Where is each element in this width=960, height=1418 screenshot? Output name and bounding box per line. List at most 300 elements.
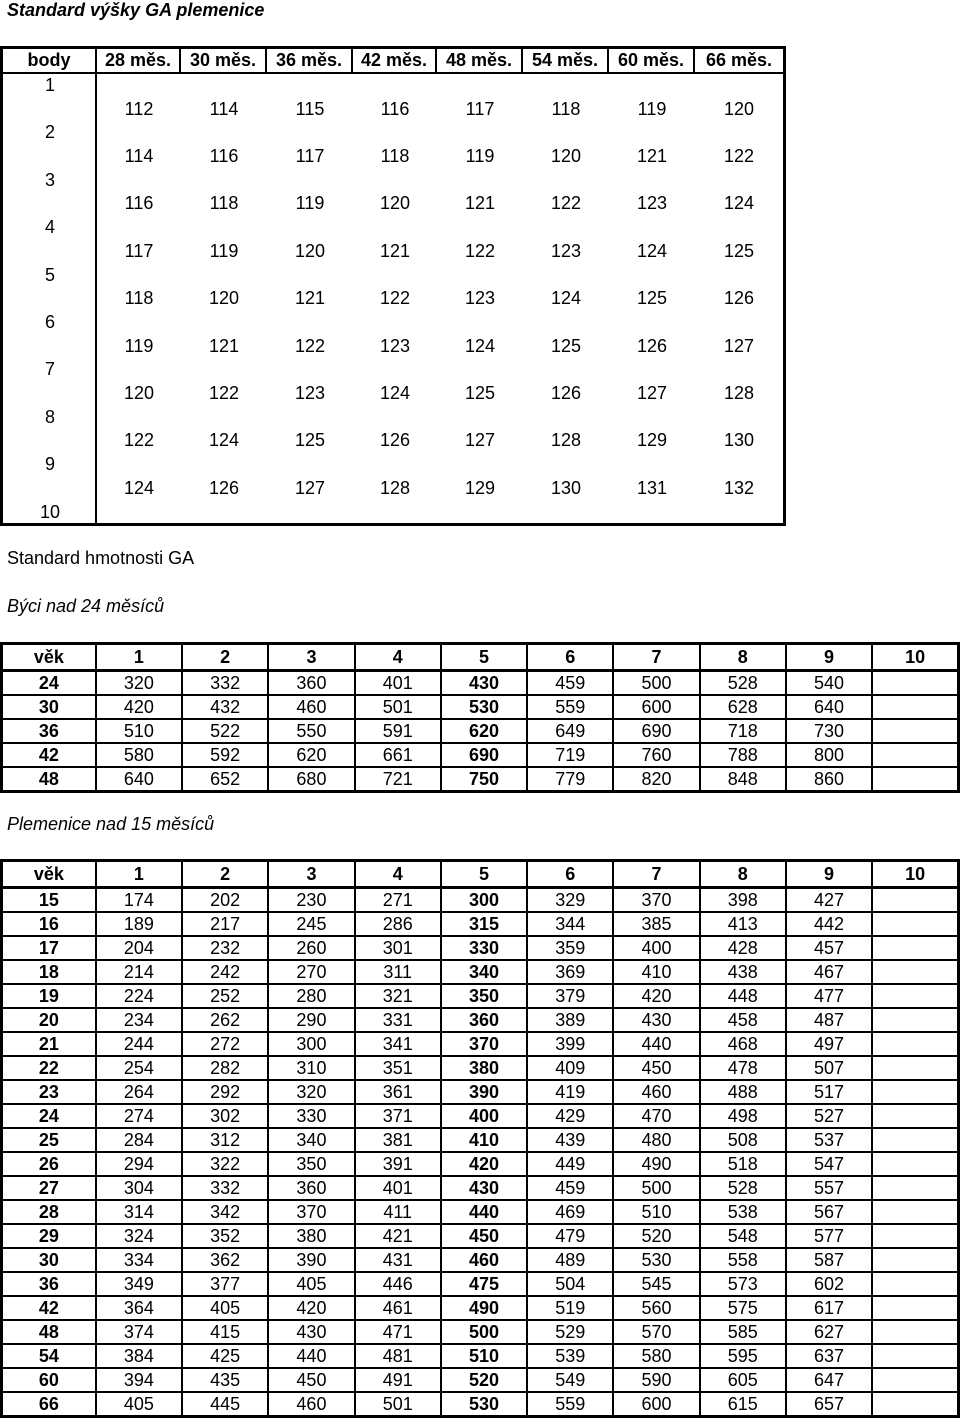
weight-cell: 280 [268, 984, 354, 1008]
weight-cell: 300 [268, 1032, 354, 1056]
weight-cell [872, 1368, 958, 1392]
weight-cell: 377 [182, 1272, 268, 1296]
height-value: 119 [465, 145, 495, 166]
table-row [2, 695, 959, 719]
weight-cell: 719 [527, 743, 613, 767]
header-cell: věk [2, 861, 96, 888]
table-row [2, 1344, 959, 1368]
weight-cell: 360 [441, 1008, 527, 1032]
weight-cell: 440 [441, 1200, 527, 1224]
header-cell: 1 [96, 861, 182, 888]
table-row [2, 1200, 959, 1224]
weight-cell: 330 [441, 936, 527, 960]
weight-cell: 449 [527, 1152, 613, 1176]
weight-cell: 450 [268, 1368, 354, 1392]
weight-cell: 381 [355, 1128, 441, 1152]
weight-cell: 390 [441, 1080, 527, 1104]
weight-cell: 428 [700, 936, 786, 960]
weight-cell: 405 [268, 1272, 354, 1296]
height-value: 127 [723, 335, 755, 356]
table-row [2, 1008, 959, 1032]
weight-cell: 334 [96, 1248, 182, 1272]
weight-cell: 242 [182, 960, 268, 984]
weight-cell: 405 [182, 1296, 268, 1320]
age-cell: 29 [2, 1224, 96, 1248]
age-cell: 36 [2, 1272, 96, 1296]
height-value: 125 [294, 430, 326, 451]
table-row [2, 671, 959, 696]
header-cell: 4 [355, 861, 441, 888]
weight-cell: 530 [613, 1248, 699, 1272]
weight-cell: 374 [96, 1320, 182, 1344]
weight-cell [872, 888, 958, 913]
height-value: 123 [636, 193, 668, 214]
age-cell: 54 [2, 1344, 96, 1368]
weight-cell: 446 [355, 1272, 441, 1296]
table-row [2, 1368, 959, 1392]
header-cell: 6 [527, 644, 613, 671]
height-value: 118 [380, 145, 410, 166]
height-header-cell: 36 měs. [267, 49, 353, 72]
weight-cell: 415 [182, 1320, 268, 1344]
weight-cell: 360 [268, 1176, 354, 1200]
weight-cell: 174 [96, 888, 182, 913]
weight-cell: 575 [700, 1296, 786, 1320]
height-value: 120 [550, 145, 582, 166]
weight-cell: 202 [182, 888, 268, 913]
weight-cell: 340 [441, 960, 527, 984]
age-cell: 21 [2, 1032, 96, 1056]
age-cell: 20 [2, 1008, 96, 1032]
age-cell: 26 [2, 1152, 96, 1176]
header-cell: 3 [268, 861, 354, 888]
weight-cell: 405 [96, 1392, 182, 1417]
weight-cell: 560 [613, 1296, 699, 1320]
weight-cell [872, 743, 958, 767]
weight-cell: 500 [613, 671, 699, 696]
height-value: 125 [550, 335, 582, 356]
weight-cell: 504 [527, 1272, 613, 1296]
table-row [2, 1128, 959, 1152]
header-cell: 1 [96, 644, 182, 671]
height-value: 122 [208, 382, 240, 403]
weight-cell: 615 [700, 1392, 786, 1417]
weight-cell: 730 [786, 719, 872, 743]
weight-cell [872, 695, 958, 719]
height-value-row [97, 382, 783, 405]
height-value: 128 [550, 430, 582, 451]
weight-cell: 340 [268, 1128, 354, 1152]
weight-cell: 304 [96, 1176, 182, 1200]
weight-cell: 419 [527, 1080, 613, 1104]
height-value: 126 [723, 288, 755, 309]
weight-cell: 214 [96, 960, 182, 984]
weight-cell: 420 [441, 1152, 527, 1176]
height-value: 122 [723, 145, 755, 166]
weight-cell: 475 [441, 1272, 527, 1296]
weight-cell: 517 [786, 1080, 872, 1104]
header-cell: 9 [786, 861, 872, 888]
weight-cell: 460 [268, 695, 354, 719]
weight-cell: 605 [700, 1368, 786, 1392]
height-value: 117 [124, 240, 154, 261]
weight-standard-title: Standard hmotnosti GA [7, 548, 195, 568]
weight-cell: 580 [96, 743, 182, 767]
weight-cell: 510 [96, 719, 182, 743]
weight-cell: 649 [527, 719, 613, 743]
age-cell: 30 [2, 1248, 96, 1272]
header-cell: 9 [786, 644, 872, 671]
weight-cell: 557 [786, 1176, 872, 1200]
weight-cell: 425 [182, 1344, 268, 1368]
weight-cell: 510 [613, 1200, 699, 1224]
weight-cell [872, 1176, 958, 1200]
weight-cell: 481 [355, 1344, 441, 1368]
height-value: 123 [379, 335, 411, 356]
weight-cell: 349 [96, 1272, 182, 1296]
weight-cell: 370 [268, 1200, 354, 1224]
weight-cell: 380 [441, 1056, 527, 1080]
weight-cell [872, 960, 958, 984]
table-header-row [2, 644, 959, 671]
weight-cell: 321 [355, 984, 441, 1008]
weight-cell: 290 [268, 1008, 354, 1032]
height-value: 112 [124, 98, 154, 119]
height-header-cell: 54 měs. [523, 49, 609, 72]
weight-cell: 680 [268, 767, 354, 792]
weight-cell: 478 [700, 1056, 786, 1080]
table-row [2, 1320, 959, 1344]
weight-cell [872, 984, 958, 1008]
age-cell: 23 [2, 1080, 96, 1104]
weight-cell: 252 [182, 984, 268, 1008]
weight-cell: 344 [527, 912, 613, 936]
height-value: 120 [294, 240, 326, 261]
weight-cell: 620 [441, 719, 527, 743]
weight-cell: 292 [182, 1080, 268, 1104]
weight-cell: 361 [355, 1080, 441, 1104]
weight-cell: 430 [441, 1176, 527, 1200]
weight-cell: 587 [786, 1248, 872, 1272]
weight-cell [872, 1392, 958, 1417]
weight-cell: 400 [441, 1104, 527, 1128]
points-label: 10 [39, 501, 61, 522]
weight-cell: 364 [96, 1296, 182, 1320]
height-value: 115 [295, 98, 325, 119]
weight-cell: 351 [355, 1056, 441, 1080]
weight-cell: 413 [700, 912, 786, 936]
height-value: 124 [123, 477, 155, 498]
weight-cell: 301 [355, 936, 441, 960]
weight-cell: 520 [613, 1224, 699, 1248]
table-row [2, 743, 959, 767]
weight-cell: 430 [613, 1008, 699, 1032]
weight-cell: 330 [268, 1104, 354, 1128]
weight-cell: 260 [268, 936, 354, 960]
height-value: 120 [208, 288, 240, 309]
weight-cell: 647 [786, 1368, 872, 1392]
age-cell: 48 [2, 767, 96, 792]
header-cell: 4 [355, 644, 441, 671]
weight-cell: 469 [527, 1200, 613, 1224]
weight-cell: 300 [441, 888, 527, 913]
age-cell: 42 [2, 1296, 96, 1320]
weight-cell [872, 1080, 958, 1104]
height-value: 121 [208, 335, 240, 356]
height-value: 123 [550, 240, 582, 261]
weight-cell: 272 [182, 1032, 268, 1056]
weight-cell: 820 [613, 767, 699, 792]
heifers-table-title: Plemenice nad 15 měsíců [7, 814, 215, 834]
weight-cell: 788 [700, 743, 786, 767]
points-label: 6 [44, 312, 55, 332]
weight-cell: 271 [355, 888, 441, 913]
height-value: 125 [464, 382, 496, 403]
height-value: 122 [294, 335, 326, 356]
weight-cell: 431 [355, 1248, 441, 1272]
weight-cell: 314 [96, 1200, 182, 1224]
weight-cell: 320 [96, 671, 182, 696]
weight-cell: 545 [613, 1272, 699, 1296]
height-header-cell: 28 měs. [97, 49, 181, 72]
weight-cell: 342 [182, 1200, 268, 1224]
age-cell: 25 [2, 1128, 96, 1152]
height-value-row [97, 98, 783, 121]
height-value: 121 [464, 193, 496, 214]
table-row [2, 1392, 959, 1417]
weight-cell: 522 [182, 719, 268, 743]
weight-cell: 539 [527, 1344, 613, 1368]
age-cell: 36 [2, 719, 96, 743]
points-label: 9 [44, 454, 55, 475]
weight-cell: 530 [441, 1392, 527, 1417]
weight-cell: 721 [355, 767, 441, 792]
weight-cell: 590 [613, 1368, 699, 1392]
weight-cell: 420 [268, 1296, 354, 1320]
height-value-row [97, 429, 783, 452]
header-cell: 2 [182, 644, 268, 671]
height-value: 118 [209, 193, 239, 214]
weight-cell: 528 [700, 1176, 786, 1200]
weight-cell: 324 [96, 1224, 182, 1248]
header-cell: 8 [700, 861, 786, 888]
weight-cell: 602 [786, 1272, 872, 1296]
weight-cell: 718 [700, 719, 786, 743]
table-row [2, 1224, 959, 1248]
weight-cell: 230 [268, 888, 354, 913]
weight-cell: 311 [355, 960, 441, 984]
height-standard-table [0, 46, 786, 526]
weight-cell: 450 [613, 1056, 699, 1080]
weight-cell: 398 [700, 888, 786, 913]
age-cell: 24 [2, 671, 96, 696]
height-value: 119 [209, 240, 239, 261]
height-value: 130 [550, 477, 582, 498]
weight-cell: 438 [700, 960, 786, 984]
weight-cell: 284 [96, 1128, 182, 1152]
weight-cell: 442 [786, 912, 872, 936]
weight-cell: 362 [182, 1248, 268, 1272]
weight-cell: 270 [268, 960, 354, 984]
height-value: 119 [295, 193, 325, 214]
weight-cell: 520 [441, 1368, 527, 1392]
table-row [2, 1152, 959, 1176]
table-row [2, 888, 959, 913]
weight-cell: 507 [786, 1056, 872, 1080]
weight-cell: 760 [613, 743, 699, 767]
weight-cell [872, 1008, 958, 1032]
weight-cell [872, 1224, 958, 1248]
table-row [2, 1056, 959, 1080]
weight-cell: 567 [786, 1200, 872, 1224]
age-cell: 17 [2, 936, 96, 960]
weight-cell [872, 936, 958, 960]
weight-cell: 490 [613, 1152, 699, 1176]
weight-cell: 501 [355, 1392, 441, 1417]
weight-cell [872, 1248, 958, 1272]
weight-cell: 527 [786, 1104, 872, 1128]
height-value: 126 [379, 430, 411, 451]
height-value: 122 [123, 430, 155, 451]
weight-cell: 204 [96, 936, 182, 960]
weight-cell: 529 [527, 1320, 613, 1344]
table-header-row [2, 861, 959, 888]
height-value-row [97, 145, 783, 168]
height-value: 124 [208, 430, 240, 451]
weight-cell: 359 [527, 936, 613, 960]
weight-cell: 548 [700, 1224, 786, 1248]
weight-cell: 429 [527, 1104, 613, 1128]
weight-cell: 332 [182, 1176, 268, 1200]
bulls-table-title: Býci nad 24 měsíců [7, 596, 165, 616]
weight-cell: 477 [786, 984, 872, 1008]
weight-cell: 860 [786, 767, 872, 792]
weight-cell [872, 1152, 958, 1176]
weight-cell: 652 [182, 767, 268, 792]
height-value: 124 [464, 335, 496, 356]
weight-cell: 371 [355, 1104, 441, 1128]
weight-cell: 537 [786, 1128, 872, 1152]
weight-cell: 459 [527, 1176, 613, 1200]
height-header-cell: 30 měs. [181, 49, 267, 72]
header-cell: 7 [613, 644, 699, 671]
weight-cell: 490 [441, 1296, 527, 1320]
weight-cell: 591 [355, 719, 441, 743]
header-cell: 10 [872, 861, 958, 888]
table-row [2, 1176, 959, 1200]
weight-cell [872, 1056, 958, 1080]
height-value: 128 [723, 382, 755, 403]
weight-cell: 389 [527, 1008, 613, 1032]
weight-cell: 628 [700, 695, 786, 719]
weight-cell [872, 1296, 958, 1320]
weight-cell: 657 [786, 1392, 872, 1417]
weight-cell: 245 [268, 912, 354, 936]
weight-cell: 640 [786, 695, 872, 719]
age-cell: 42 [2, 743, 96, 767]
height-value: 114 [124, 145, 154, 166]
weight-cell: 390 [268, 1248, 354, 1272]
weight-cell: 620 [268, 743, 354, 767]
weight-cell: 430 [441, 671, 527, 696]
height-value: 129 [636, 430, 668, 451]
weight-cell: 445 [182, 1392, 268, 1417]
height-value: 124 [379, 382, 411, 403]
table-row [2, 912, 959, 936]
height-value: 127 [464, 430, 496, 451]
weight-cell: 380 [268, 1224, 354, 1248]
height-value: 128 [379, 477, 411, 498]
weight-cell: 370 [613, 888, 699, 913]
weight-cell: 498 [700, 1104, 786, 1128]
age-cell: 16 [2, 912, 96, 936]
weight-cell: 550 [268, 719, 354, 743]
weight-cell: 420 [96, 695, 182, 719]
height-value: 122 [550, 193, 582, 214]
height-value-row [97, 477, 783, 500]
height-value: 125 [723, 240, 755, 261]
weight-cell: 518 [700, 1152, 786, 1176]
weight-cell: 460 [441, 1248, 527, 1272]
weight-cell: 489 [527, 1248, 613, 1272]
height-value: 120 [379, 193, 411, 214]
weight-cell: 690 [613, 719, 699, 743]
weight-cell: 559 [527, 695, 613, 719]
weight-cell: 491 [355, 1368, 441, 1392]
height-value-row [97, 192, 783, 215]
table-row [2, 1080, 959, 1104]
weight-cell: 577 [786, 1224, 872, 1248]
header-cell: 3 [268, 644, 354, 671]
weight-cell: 528 [700, 671, 786, 696]
points-column [3, 74, 97, 523]
weight-cell: 254 [96, 1056, 182, 1080]
height-header-cell: 60 měs. [609, 49, 695, 72]
weight-cell: 460 [268, 1392, 354, 1417]
height-value: 124 [550, 288, 582, 309]
height-value: 121 [379, 240, 411, 261]
weight-cell: 430 [268, 1320, 354, 1344]
height-value: 118 [551, 98, 581, 119]
height-value: 118 [124, 288, 154, 309]
weight-cell: 510 [441, 1344, 527, 1368]
points-label: 1 [44, 75, 55, 95]
weight-cell: 410 [613, 960, 699, 984]
weight-cell: 264 [96, 1080, 182, 1104]
height-value: 123 [294, 382, 326, 403]
points-label: 3 [44, 169, 55, 190]
height-value: 114 [209, 98, 239, 119]
weight-cell: 410 [441, 1128, 527, 1152]
age-cell: 15 [2, 888, 96, 913]
table-row [2, 1296, 959, 1320]
weight-cell: 450 [441, 1224, 527, 1248]
weight-cell: 401 [355, 671, 441, 696]
height-value: 127 [294, 477, 326, 498]
table-row [2, 1104, 959, 1128]
weight-cell: 384 [96, 1344, 182, 1368]
weight-cell: 448 [700, 984, 786, 1008]
weight-cell: 497 [786, 1032, 872, 1056]
weight-cell: 302 [182, 1104, 268, 1128]
header-cell: 7 [613, 861, 699, 888]
weight-cell: 310 [268, 1056, 354, 1080]
height-table-header [3, 49, 783, 74]
height-value: 124 [636, 240, 668, 261]
weight-cell [872, 1272, 958, 1296]
weight-cell: 286 [355, 912, 441, 936]
header-cell: 8 [700, 644, 786, 671]
